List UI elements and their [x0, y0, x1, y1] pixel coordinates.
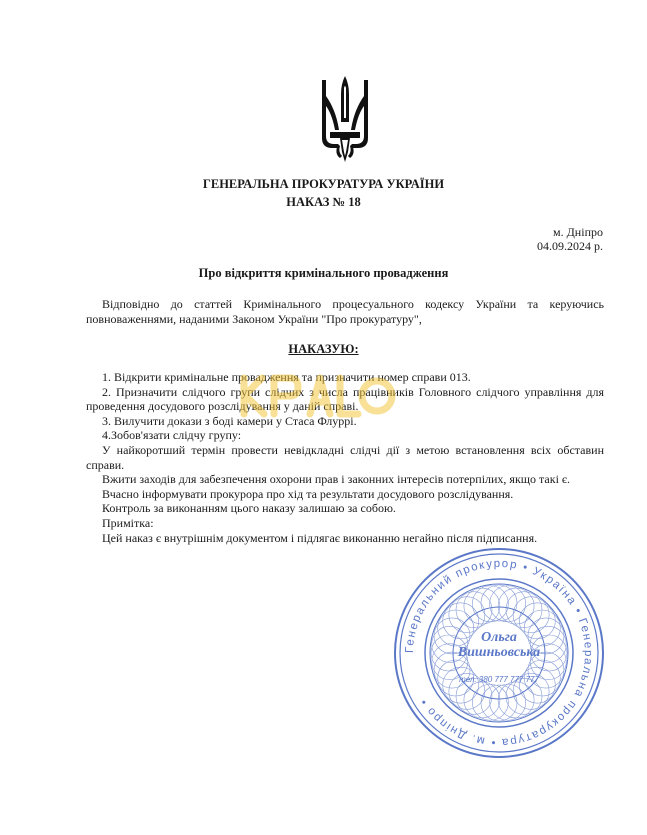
order-item: Примітка:	[102, 515, 154, 530]
seal-rosette-loop	[513, 597, 549, 633]
order-item: Цей наказ є внутрішнім документом і підлягає виконанню негайно після підписання.	[102, 530, 538, 545]
date: 04.09.2024 р.	[537, 239, 603, 253]
order-number: НАКАЗ № 18	[286, 195, 361, 209]
preamble: Відповідно до статтей Кримінального процесуального кодексу України та керуючись повноваженнями, наданими Законом України "Про прокуратуру",	[86, 297, 604, 326]
order-heading: НАКАЗУЮ:	[288, 342, 359, 356]
watermark-glyph	[340, 378, 358, 414]
seal-rosette-loop	[472, 684, 508, 720]
seal-name-first: Ольга	[481, 630, 517, 645]
order-item: 1. Відкрити кримінальне провадження та призначити номер справи 013.	[102, 370, 471, 384]
seal-rosette-loop	[481, 685, 517, 721]
order-subject: Про відкриття кримінального провадження	[198, 266, 449, 280]
seal-rosette-loop	[472, 586, 508, 622]
order-item: Вчасно інформувати прокурора про хід та результати досудового розслідування.	[102, 486, 514, 501]
seal-rosette-loop	[519, 667, 555, 703]
official-seal	[392, 546, 606, 760]
order-item: У найкоротший термін провести невідкладні слідчі дії з метою встановлення всіх обставин справи.	[86, 442, 604, 472]
watermark-glyphs	[244, 378, 392, 414]
order-item: Контроль за виконанням цього наказу залишаю за собою.	[102, 501, 396, 516]
seal-rosette-loop	[449, 597, 485, 633]
order-item: 4.Зобов'язати слідчу групу:	[102, 428, 242, 443]
watermark-glyph	[362, 381, 392, 411]
seal-rosette-loop	[443, 603, 479, 639]
watermark-glyph	[310, 378, 330, 414]
seal-name-last: Вишньовська	[457, 645, 541, 660]
watermark-logo-icon	[232, 366, 402, 426]
tryzub-emblem-icon	[318, 74, 372, 164]
seal-rosette-loop	[519, 603, 555, 639]
watermark-glyph	[274, 378, 298, 414]
watermark-glyph	[244, 378, 264, 414]
organization-title: ГЕНЕРАЛЬНА ПРОКУРАТУРА УКРАЇНИ	[202, 177, 445, 191]
order-item: 3. Вилучити докази з боді камери у Стаса Флуррі.	[102, 413, 357, 428]
place: м. Дніпро	[553, 225, 603, 239]
seal-rosette-loop	[490, 684, 526, 720]
seal-rosette-loop	[481, 585, 517, 621]
seal-ring-text: Генеральний прокурор • Україна • Генеральна прокуратура • м. Дніпро •	[403, 557, 595, 749]
seal-rosette-loop	[443, 667, 479, 703]
seal-rosette-loop	[490, 586, 526, 622]
order-item: 2. Призначити слідчого групи слідчих з числа працівників Головного слідчого управління для проведення досудового розслідування у даній справі.	[86, 384, 604, 414]
seal-phone: тел. 380 777 777 777	[459, 675, 539, 684]
order-item: Вжити заходів для забезпечення охорони прав і законних інтересів потерпілих, якщо такі є.	[102, 472, 571, 487]
